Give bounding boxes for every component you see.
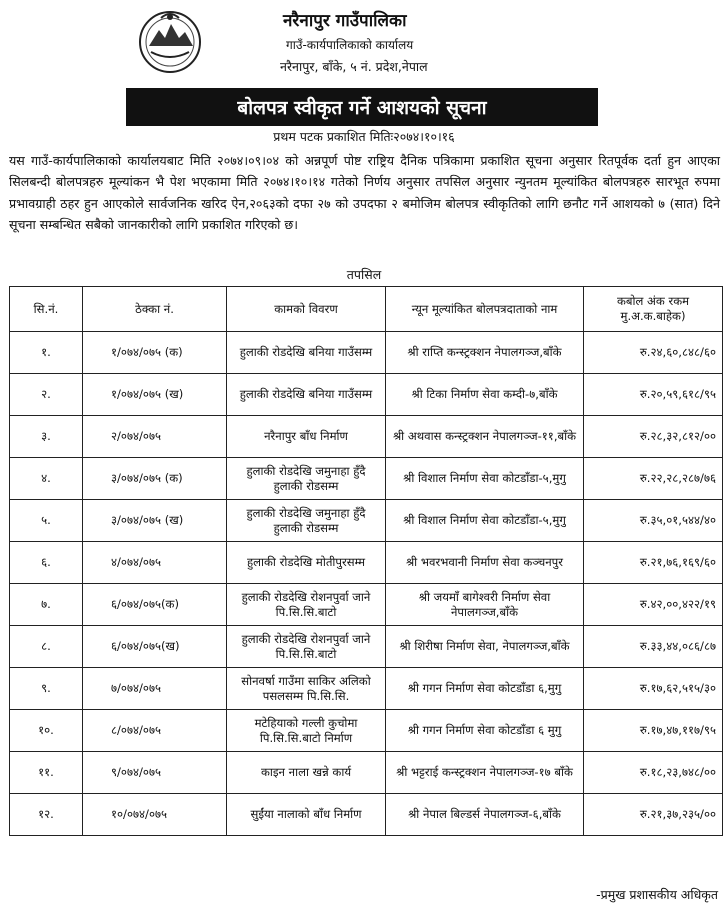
published-date: प्रथम पटक प्रकाशित मितिः२०७४।१०।१६ (273, 129, 455, 144)
amount-cell: रु.४२,००,४२२/१९ (584, 584, 723, 626)
header-serial: सि.नं. (10, 287, 83, 332)
amount-cell: रु.२०,५९,६१८/९५ (584, 374, 723, 416)
signoff: -प्रमुख प्रशासकीय अधिकृत (596, 887, 718, 902)
contract-cell: ३/०७४/०७५ (ख) (83, 500, 227, 542)
contract-cell: ३/०७४/०७५ (क) (83, 458, 227, 500)
bid-table (9, 286, 723, 836)
table-row (10, 794, 723, 836)
work-cell: हुलाकी रोडदेखि बनिया गाउँसम्म (227, 332, 386, 374)
bidder-cell: श्री गगन निर्माण सेवा कोटडाँडा ६ मुगु (386, 710, 584, 752)
work-cell: नरैनापुर बाँध निर्माण (227, 416, 386, 458)
work-cell: हुलाकी रोडदेखि मोतीपुरसम्म (227, 542, 386, 584)
amount-cell: रु.१७,४७,११७/९५ (584, 710, 723, 752)
amount-cell: रु.३३,४४,०८६/८७ (584, 626, 723, 668)
office-name: गाउँ-कार्यपालिकाको कार्यालय (286, 38, 414, 52)
bidder-cell: श्री नेपाल बिल्डर्स नेपालगञ्ज-६,बाँके (386, 794, 584, 836)
header-contract: ठेक्का नं. (83, 287, 227, 332)
notice-body: यस गाउँ-कार्यपालिकाको कार्यालयबाट मिति २०७४।०९।०४ को अन्नपूर्ण पोष्ट राष्ट्रिय दैनिक पत्रिकामा प्रकाशित सूचना अनुसार रितपूर्वक दर्ता हुन आएका सिलबन्दी बोलपत्रहरु मूल्यांकन भै पेश भएकामा मिति २०७४।१०।१४ गतेको निर्णय अनुसार तपसिल अनुसार न्युनतम मूल्यांकित बोलपत्रहरु सारभूत रुपमा प्रभावग्राही ठहर हुन आएकोले सार्वजनिक खरिद ऐन,२०६३को दफा २७ को उपदफा २ बमोजिम बोलपत्र स्वीकृतिको लागि छनौट गर्ने आशयको ७ (सात) दिने सूचना सम्बन्धित सबैको जानकारीको लागि प्रकाशित गरिएको छ। (9, 153, 720, 233)
contract-cell: १०/०७४/०७५ (83, 794, 227, 836)
table-row (10, 710, 723, 752)
work-cell: हुलाकी रोडदेखि रोशनपुर्वा जाने पि.सि.सि.बाटो (227, 584, 386, 626)
table-row (10, 542, 723, 584)
notice-heading: बोलपत्र स्वीकृत गर्ने आशयको सूचना (126, 88, 598, 126)
serial-cell: ८. (10, 626, 83, 668)
table-row (10, 500, 723, 542)
contract-cell: १/०७४/०७५ (ख) (83, 374, 227, 416)
contract-cell: ६/०७४/०७५(क) (83, 584, 227, 626)
bidder-cell: श्री शिरीषा निर्माण सेवा, नेपालगञ्ज,बाँके (386, 626, 584, 668)
table-row (10, 416, 723, 458)
work-cell: हुलाकी रोडदेखि जमुनाहा हुँदै हुलाकी रोडसम्म (227, 458, 386, 500)
serial-cell: ६. (10, 542, 83, 584)
header-bidder: न्यून मूल्यांकित बोलपत्रदाताको नाम (386, 287, 584, 332)
amount-cell: रु.२१,७६,१६९/६० (584, 542, 723, 584)
serial-cell: ३. (10, 416, 83, 458)
bidder-cell: श्री विशाल निर्माण सेवा कोटडाँडा-५,मुगु (386, 458, 584, 500)
contract-cell: ८/०७४/०७५ (83, 710, 227, 752)
notice-header (0, 0, 728, 86)
amount-cell: रु.१८,२३,७४८/०० (584, 752, 723, 794)
table-row (10, 332, 723, 374)
work-cell: हुलाकी रोडदेखि रोशनपुर्वा जाने पि.सि.सि.बाटो (227, 626, 386, 668)
table-body (10, 332, 723, 836)
work-cell: हुलाकी रोडदेखि जमुनाहा हुँदै हुलाकी रोडसम्म (227, 500, 386, 542)
header-work: कामको विवरण (227, 287, 386, 332)
serial-cell: ५. (10, 500, 83, 542)
serial-cell: २. (10, 374, 83, 416)
work-cell: काइन नाला खन्ने कार्य (227, 752, 386, 794)
table-caption: तपसिल (346, 267, 382, 282)
amount-cell: रु.२८,३२,८१२/०० (584, 416, 723, 458)
serial-cell: ४. (10, 458, 83, 500)
contract-cell: १/०७४/०७५ (क) (83, 332, 227, 374)
work-cell: हुलाकी रोडदेखि बनिया गाउँसम्म (227, 374, 386, 416)
office-address: नरैनापुर, बाँके, ५ नं. प्रदेश,नेपाल (280, 59, 428, 74)
serial-cell: ७. (10, 584, 83, 626)
municipality-name: नरैनापुर गाउँपालिका (283, 11, 407, 31)
serial-cell: ९. (10, 668, 83, 710)
work-cell: सोनवर्षा गाउँमा साकिर अलिको पसलसम्म पि.सि.सि. (227, 668, 386, 710)
bidder-cell: श्री भट्टराई कन्स्ट्रक्शन नेपालगञ्ज-१७ बाँके (386, 752, 584, 794)
contract-cell: ६/०७४/०७५(ख) (83, 626, 227, 668)
amount-cell: रु.३५,०१,५४४/४० (584, 500, 723, 542)
table-row (10, 626, 723, 668)
table-row (10, 752, 723, 794)
bidder-cell: श्री टिका निर्माण सेवा कम्दी-७,बाँके (386, 374, 584, 416)
amount-cell: रु.१७,६२,५१५/३० (584, 668, 723, 710)
table-header-row (10, 287, 723, 332)
serial-cell: ११. (10, 752, 83, 794)
table-row (10, 458, 723, 500)
amount-cell: रु.२१,३७,२३५/०० (584, 794, 723, 836)
table-row (10, 374, 723, 416)
bidder-cell: श्री अथवास कन्स्ट्रक्शन नेपालगञ्ज-११,बाँके (386, 416, 584, 458)
work-cell: मटेहियाको गल्ली कुचोमा पि.सि.सि.बाटो निर्माण (227, 710, 386, 752)
bidder-cell: श्री राप्ति कन्स्ट्रक्शन नेपालगञ्ज,बाँके (386, 332, 584, 374)
work-cell: सुईंया नालाको बाँध निर्माण (227, 794, 386, 836)
serial-cell: १२. (10, 794, 83, 836)
nepal-government-emblem-icon (137, 8, 203, 74)
bidder-cell: श्री जयमाँ बागेश्वरी निर्माण सेवा नेपालगञ्ज,बाँके (386, 584, 584, 626)
table-row (10, 584, 723, 626)
table-row (10, 668, 723, 710)
contract-cell: २/०७४/०७५ (83, 416, 227, 458)
contract-cell: ७/०७४/०७५ (83, 668, 227, 710)
amount-cell: रु.२२,२८,२८७/७६ (584, 458, 723, 500)
contract-cell: ४/०७४/०७५ (83, 542, 227, 584)
bidder-cell: श्री गगन निर्माण सेवा कोटडाँडा ६,मुगु (386, 668, 584, 710)
serial-cell: १. (10, 332, 83, 374)
serial-cell: १०. (10, 710, 83, 752)
bidder-cell: श्री भवरभवानी निर्माण सेवा कञ्चनपुर (386, 542, 584, 584)
contract-cell: ९/०७४/०७५ (83, 752, 227, 794)
bidder-cell: श्री विशाल निर्माण सेवा कोटडाँडा-५,मुगु (386, 500, 584, 542)
amount-cell: रु.२४,६०,८४८/६० (584, 332, 723, 374)
header-amount: कबोल अंक रकम मु.अ.क.बाहेक) (584, 287, 723, 332)
